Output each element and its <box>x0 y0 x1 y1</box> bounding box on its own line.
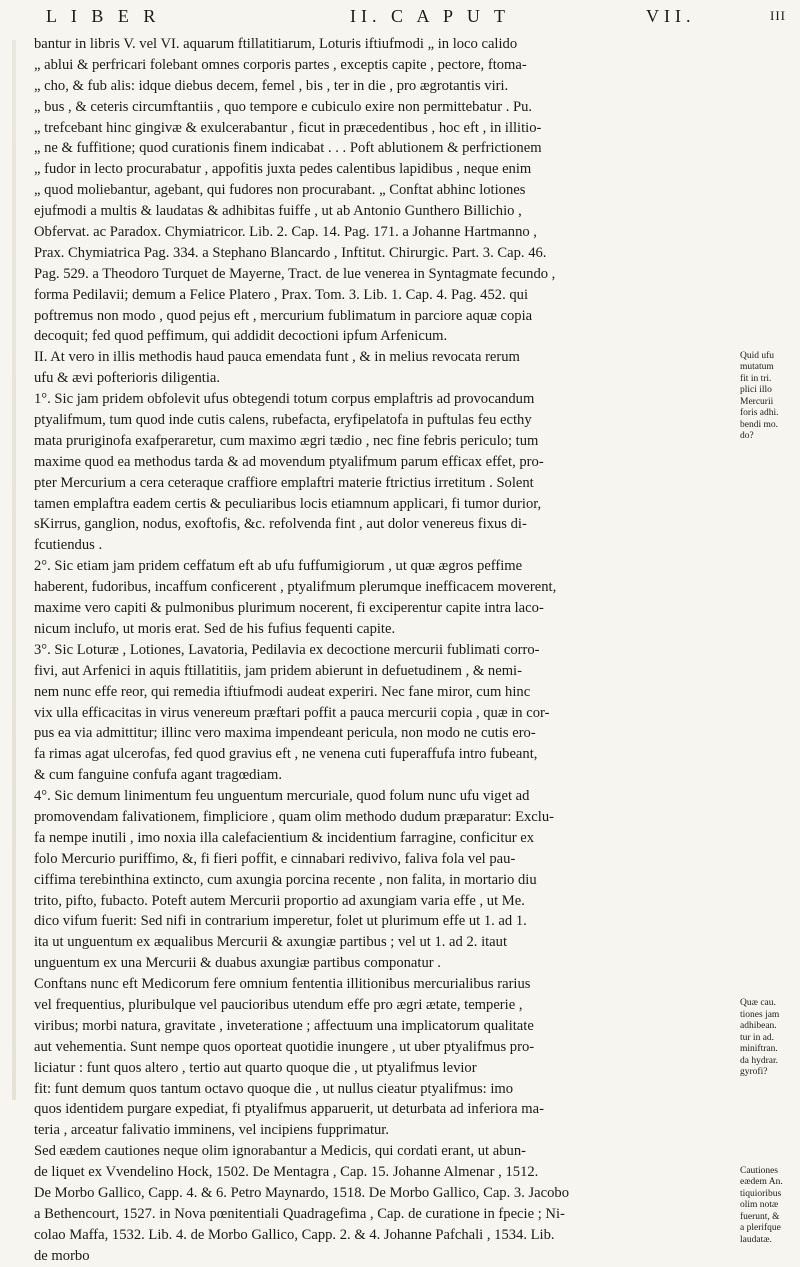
margin-note-line: foris adhi. <box>740 408 779 418</box>
margin-note-line: Mercurii <box>740 396 774 407</box>
text-line: „ ne & fuffitione; quod curationis finem indicabat . . . Poft ablutionem & perfrictionem <box>34 140 542 157</box>
text-line: liciatur : funt quos altero , tertio aut quarto quoque die , ut ptyalifmus levior <box>34 1059 477 1076</box>
margin-note <box>740 1166 798 1247</box>
margin-note-line: Quæ cau. <box>740 998 776 1009</box>
text-line: 2°. Sic etiam jam pridem ceffatum eft ab ufu fuffumigiorum , ut quæ ægros peffime <box>34 558 523 575</box>
text-line: II. At vero in illis methodis haud pauca emendata funt , & in melius revocata rerum <box>34 349 520 366</box>
text-line: vix ulla efficacitas in virus venereum præftari poffit a pauca mercurii copia , quæ in cor- <box>34 704 550 721</box>
text-line: 4°. Sic demum linimentum feu unguentum mercuriale, quod folum nunc ufu viget ad <box>34 788 530 805</box>
text-line: Sed eædem cautiones neque olim ignorabantur a Medicis, qui cordati erant, ut abun- <box>34 1143 526 1160</box>
margin-note-line: do? <box>740 431 754 441</box>
text-line: „ cho, & fub alis: idque diebus decem, femel , bis , ter in die , pro ægrotantis viri. <box>34 77 509 94</box>
text-line: poftremus non modo , quod pejus eft , mercurium fublimatum in parciore aquæ copia <box>34 307 533 324</box>
text-line: aut vehementia. Sunt nempe quos oporteat quotidie inungere , ut uber ptyalifmus pro- <box>34 1038 535 1055</box>
margin-note-line: a plerifque <box>740 1223 781 1234</box>
margin-note-line: tur in ad. <box>740 1032 775 1043</box>
text-line: pter Mercurium a cera ceteraque craffiore emplaftri materie ftrictius irretitum . Solent <box>34 474 534 491</box>
text-line: nem nunc effe reor, qui remedia iftiufmodi audeat experiri. Nec fane miror, cum hinc <box>34 683 531 700</box>
margin-note <box>740 351 798 443</box>
text-line: bantur in libris V. vel VI. aquarum ftillatitiarum, Loturis iftiufmodi „ in loco calido <box>34 36 518 52</box>
margin-note-line: tiones jam <box>740 1009 780 1020</box>
text-line: fa rimas agat ulcerofas, fed quod gravius eft , ne venena cuti fuperaffufa intro fubeant, <box>34 746 538 763</box>
text-line: dico vifum fuerit: Sed nifi in contrarium imperetur, folet ut plurimum effe ut 1. ad 1. <box>34 913 527 930</box>
page-number: III <box>770 8 786 23</box>
text-line: forma Pedilavii; demum a Felice Platero , Prax. Tom. 3. Lib. 1. Cap. 4. Pag. 452. qui <box>34 286 529 303</box>
text-line: de liquet ex Vvendelino Hock, 1502. De Mentagra , Cap. 15. Johanne Almenar , 1512. <box>34 1164 539 1181</box>
text-line: Prax. Chymiatrica Pag. 334. a Stephano Blancardo , Inftitut. Chirurgic. Part. 3. Cap. 46. <box>34 244 547 261</box>
text-line: teria , arceatur falivatio imminens, vel incipiens fupprimatur. <box>34 1122 389 1139</box>
text-line: „ ablui & perfricari folebant omnes corporis partes , exceptis capite , pectore, ftoma- <box>34 56 527 73</box>
margin-note-line: olim notæ <box>740 1200 779 1211</box>
text-line: „ quod moliebantur, agebant, qui fudores non procurabant. „ Conftat abhinc lotiones <box>34 182 526 199</box>
margin-note-line: plici illo <box>740 385 772 395</box>
text-line: & cum fanguine confufa agant tragœdiam. <box>34 767 283 784</box>
running-head-chapter-number: VII. <box>646 6 696 26</box>
text-line: „ trefcebant hinc gingivæ & exulcerabantur , ficut in præcedentibus , hoc eft , in illitio- <box>34 119 542 136</box>
text-line: fivi, aut Arfenici in aquis ftillatitiis, jam pridem abierunt in defuetudinem , & nemi- <box>34 662 522 679</box>
text-line: ita ut unguentum ex æqualibus Mercurii & axungiæ partibus ; vel ut 1. ad 2. itaut <box>34 934 508 951</box>
text-line: unguentum ex una Mercurii & duabus axungiæ partibus componatur . <box>34 955 441 972</box>
text-line: „ fudor in lecto procurabatur , appofitis juxta pedes calentibus lapidibus , neque enim <box>34 161 532 178</box>
margin-note-line: adhibean. <box>740 1021 777 1032</box>
text-line: Pag. 529. a Theodoro Turquet de Mayerne, Tract. de lue venerea in Syntagmate fecundo , <box>34 265 556 282</box>
page-gutter-shadow <box>12 40 16 1100</box>
margin-note-line: laudatæ. <box>740 1234 772 1245</box>
text-line: Conftans nunc eft Medicorum fere omnium fententia illitionibus mercurialibus rarius <box>34 976 531 993</box>
running-head-book: L I B E R <box>46 6 161 26</box>
text-line: maxime vero capiti & pulmonibus plurimum nocerent, fi exciperentur capite intra laco- <box>34 600 544 617</box>
text-line: viribus; morbi natura, gravitate , inveteratione ; affectuum una implicatorum qualitate <box>34 1017 534 1034</box>
margin-note-line: mutatum <box>740 362 774 372</box>
text-line: ptyalifmum, tum quod inde cutis calens, rubefacta, eryfipelatofa in puftulas feu ecthy <box>34 412 532 429</box>
text-line: fa nempe inutili , imo noxia illa calefacientium & incidentium farragine, conficitur ex <box>34 829 535 846</box>
running-head-chapter: II. C A P U T <box>350 6 511 26</box>
text-line: haberent, fudoribus, incaffum conficerent , ptyalifmum plerumque inefficacem moverent, <box>34 579 557 596</box>
text-line: „ bus , & ceteris circumftantiis , quo tempore e cubiculo exire non permittebatur . Pu. <box>34 98 533 115</box>
text-line: de morbo <box>34 1247 90 1264</box>
text-line: Obfervat. ac Paradox. Chymiatricor. Lib. 2. Cap. 14. Pag. 171. a Johanne Hartmanno , <box>34 224 537 241</box>
margin-note-line: miniftran. <box>740 1044 778 1055</box>
text-line: quos identidem purgare expediat, fi ptyalifmus apparuerit, ut deturbata ad inferiora ma- <box>34 1101 544 1118</box>
margin-note-line: Cautiones <box>740 1165 778 1176</box>
margin-note-line: tiquioribus <box>740 1188 782 1199</box>
text-line: vel frequentius, pluribulque vel paucioribus utendum effe pro ægri ætate, temperie , <box>34 996 523 1013</box>
margin-notes <box>740 34 800 1245</box>
text-line: fit: funt demum quos tantum octavo quoque die , ut nullus cieatur ptyalifmus: imo <box>34 1080 514 1097</box>
margin-note-line: gyrofi? <box>740 1067 768 1078</box>
text-line: sKirrus, ganglion, nodus, exoftofis, &c. refolvenda fint , aut dolor venereus fixus di- <box>34 516 527 533</box>
margin-note-line: da hydrar. <box>740 1055 778 1066</box>
text-line: folo Mercurio puriffimo, &, fi fieri poffit, e cinnabari redivivo, faliva fola vel pau- <box>34 850 516 867</box>
text-line: 3°. Sic Loturæ , Lotiones, Lavatoria, Pedilavia ex decoctione mercurii fublimati corro- <box>34 641 540 658</box>
text-line: nicum inclufo, ut moris erat. Sed de his fufius fequenti capite. <box>34 620 396 637</box>
text-line: pus ea via admittitur; illinc vero maxima impendeant pericula, non modo ne cutis ero- <box>34 725 536 742</box>
text-line: tamen emplaftra eadem certis & peculiaribus locis etiamnum applicari, fi tumor durior, <box>34 495 542 512</box>
text-line: a Bethencourt, 1527. in Nova pœnitentiali Quadragefima , Cap. de curatione in fpecie ; Ni- <box>34 1205 565 1222</box>
text-line: 1°. Sic jam pridem obfolevit ufus obtegendi totum corpus emplaftris ad provocandum <box>34 391 535 408</box>
text-line: ejufmodi a multis & laudatas & adhibitas fuiffe , ut ab Antonio Gunthero Billichio , <box>34 203 522 220</box>
margin-note <box>740 998 798 1079</box>
running-head <box>46 6 786 34</box>
margin-note-line: bendi mo. <box>740 419 778 430</box>
margin-note-line: fit in tri. <box>740 373 772 384</box>
text-line: ciffima terebinthina extincto, cum axungia porcina recente , non falita, in mortario diu <box>34 871 537 888</box>
text-line: fcutiendus . <box>34 537 103 554</box>
text-line: mata pruriginofa exafperaretur, cum maximo ægri tædio , nec fine febris periculo; tum <box>34 432 539 449</box>
text-line: colao Maffa, 1532. Lib. 4. de Morbo Gallico, Capp. 2. & 4. Johanne Pafchali , 1534. Lib. <box>34 1226 555 1243</box>
margin-note-line: eædem An. <box>740 1177 783 1188</box>
text-line: maxime quod ea methodus tarda & ad movendum ptyalifmum parum efficax effet, pro- <box>34 453 544 470</box>
margin-note-line: fuerunt, & <box>740 1211 780 1222</box>
text-line: ufu & ævi pofterioris diligentia. <box>34 370 221 387</box>
text-line: De Morbo Gallico, Capp. 4. & 6. Petro Maynardo, 1518. De Morbo Gallico, Cap. 3. Jacobo <box>34 1184 570 1201</box>
margin-note-line: Quid ufu <box>740 350 775 361</box>
body-text <box>34 34 726 1264</box>
text-line: promovendam falivationem, fimpliciore , quam olim methodo dudum præparatur: Exclu- <box>34 808 554 825</box>
text-line: decoquit; fed quod peffimum, qui addidit decoctioni ipfum Arfenicum. <box>34 328 448 345</box>
text-line: trito, pifto, fubacto. Poteft autem Mercurii proportio ad axungiam varia effe , ut Me. <box>34 892 525 909</box>
